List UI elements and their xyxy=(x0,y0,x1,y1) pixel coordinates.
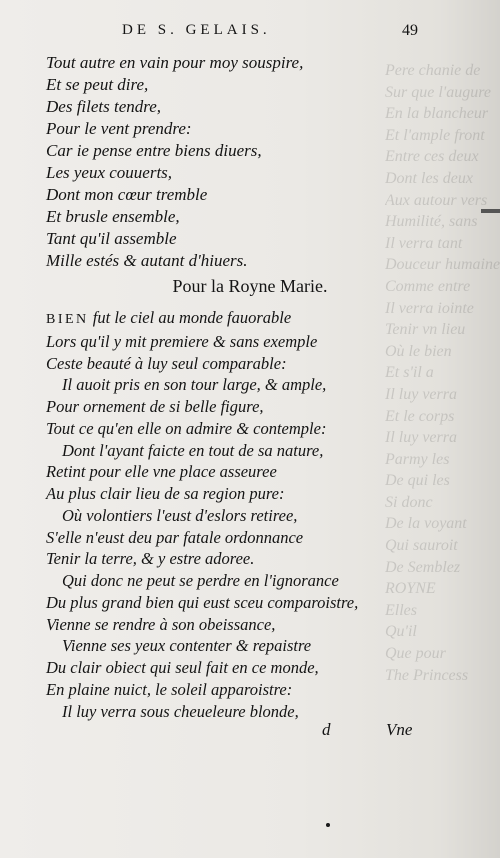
page-edge-mark xyxy=(481,209,500,213)
catchword: Vne xyxy=(386,720,413,739)
poem-line: Lors qu'il y mit premiere & sans exemple xyxy=(46,331,318,351)
verse-line: Des filets tendre, xyxy=(46,97,162,116)
verse-line: Pour le vent prendre: xyxy=(46,119,192,138)
poem-first-line xyxy=(46,307,436,331)
poem-title: Pour la Royne Marie. xyxy=(172,276,328,296)
poem-line: Tout ce qu'en elle on admire & contemple: xyxy=(46,418,327,438)
first-line-text: fut le ciel au monde fauorable xyxy=(88,308,292,327)
poem-line: S'elle n'eust deu par fatale ordonnance xyxy=(46,527,304,547)
poem-line: Tenir la terre, & y estre adoree. xyxy=(46,549,255,569)
page-header xyxy=(0,22,500,46)
poem-body xyxy=(46,307,436,722)
poem-line: Pour ornement de si belle figure, xyxy=(46,397,264,416)
signature-mark: d xyxy=(322,720,331,739)
poem-line: Vienne ses yeux contenter & repaistre xyxy=(62,636,312,656)
verse-line: Tout autre en vain pour moy souspire, xyxy=(46,53,304,72)
verse-line: Et se peut dire, xyxy=(46,75,149,94)
page-number: 49 xyxy=(402,22,418,39)
verse-line: Et brusle ensemble, xyxy=(46,207,180,226)
running-head: DE S. GELAIS. xyxy=(122,22,271,38)
poem-line: Où volontiers l'eust d'eslors retiree, xyxy=(62,505,298,525)
verse-line: Car ie pense entre biens diuers, xyxy=(46,141,262,160)
poem-line: Il luy verra sous cheueleure blonde, xyxy=(62,701,299,721)
opening-word: BIEN xyxy=(46,312,89,327)
verse-line: Les yeux couuerts, xyxy=(46,163,173,182)
poem-line: Du clair obiect qui seul fait en ce monde, xyxy=(46,658,319,677)
poem-line: Retint pour elle vne place asseuree xyxy=(46,462,277,482)
verse-line: Mille estés & autant d'hiuers. xyxy=(46,251,248,270)
poem-line: Qui donc ne peut se perdre en l'ignorance xyxy=(62,571,339,590)
poem-line: Dont l'ayant faicte en tout de sa nature, xyxy=(62,440,324,460)
poem-line: Vienne se rendre à son obeissance, xyxy=(46,614,276,634)
verse-line: Tant qu'il assemble xyxy=(46,229,177,248)
poem-line: Au plus clair lieu de sa region pure: xyxy=(46,484,285,503)
poem-line: En plaine nuict, le soleil apparoistre: xyxy=(46,679,293,699)
verse-line: Dont mon cœur tremble xyxy=(46,185,208,204)
poem-line: Ceste beauté à luy seul comparable: xyxy=(46,353,287,373)
ink-dot xyxy=(326,823,330,827)
facing-page-bleed-through: Pere chanie de Sur que l'augure En la blancheur Et l'ample front Entre ces deux Dont les deux Aux autour vers Humilité, sans Il verra tant Douceur humaine Comme entre Il verra iointe Tenir vn lieu Où le bien Et s'il a Il luy verra Et le corps Il luy verra Parmy les De qui les Si donc De la voyant Qui sauroit De Semblez ROYNE Elles Qu'il Que pour The Princess xyxy=(385,62,500,684)
poem-line: Il auoit pris en son tour large, & ample, xyxy=(62,375,327,395)
verse-continuation xyxy=(46,52,426,272)
poem-line: Du plus grand bien qui eust sceu comparoistre, xyxy=(46,592,359,612)
